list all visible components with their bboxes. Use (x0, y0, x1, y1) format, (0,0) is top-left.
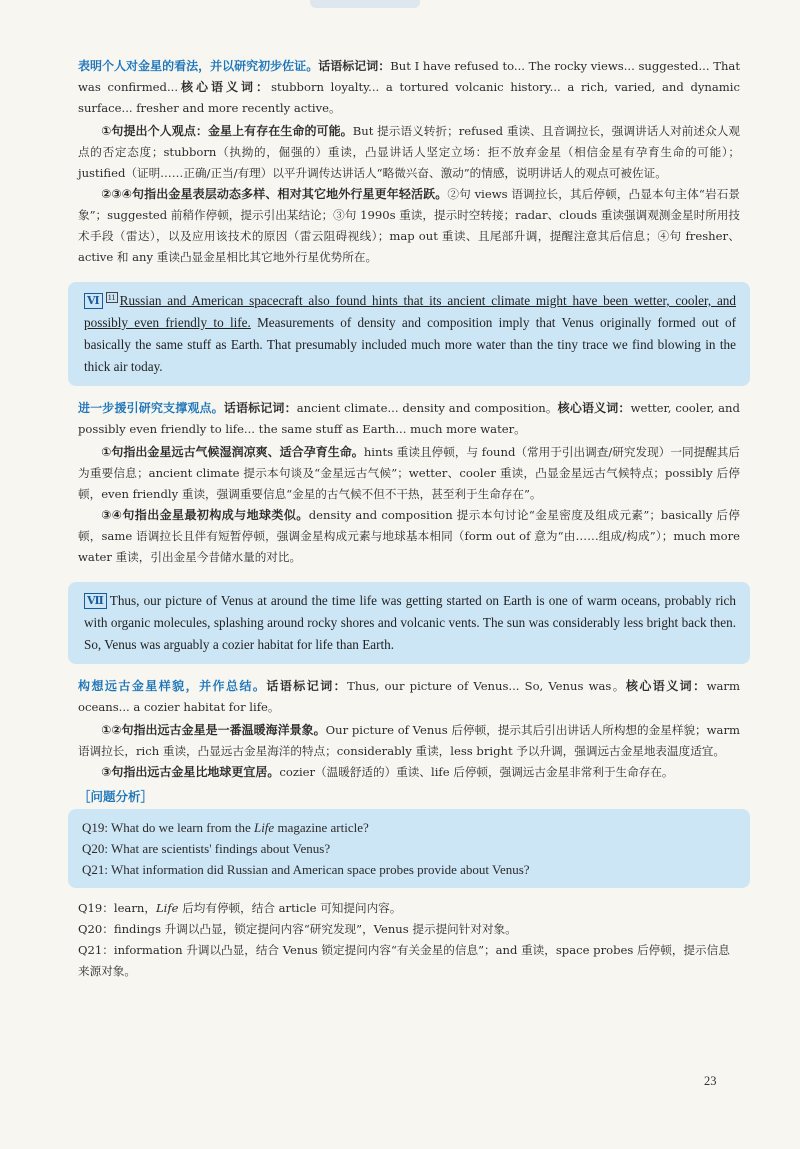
question-row (82, 817, 736, 838)
section-tag-question-analysis: ［问题分析］ (78, 789, 154, 804)
scan-artifact (310, 0, 420, 8)
marker-label: 话语标记词： (266, 679, 348, 693)
question-italic: Life (253, 820, 275, 835)
marker-text: ancient climate... density and composition。 (296, 401, 558, 415)
marker-label: 话语标记词： (318, 59, 391, 73)
question-row (82, 859, 736, 880)
item-lead: ③句指出远古金星比地球更宜居。 (101, 765, 280, 779)
item-lead: ①句提出个人观点：金星上有存在生命的可能。 (101, 124, 353, 138)
item-lead: ①句指出金星远古气候湿润凉爽、适合孕育生命。 (101, 445, 364, 459)
analysis-heading: 构想远古金星样貌，并作总结。 (78, 679, 267, 693)
core-text: warm oceans... a cozier habitat for life。 (78, 679, 740, 714)
transcript-text: Measurements of density and composition imply that Venus originally formed out of basically the same stuff as Earth. That presumably included much more water than the tiny trace we find blowing in the thick air today. (84, 315, 736, 374)
analysis-row-q21 (78, 940, 740, 982)
transcript-box-6 (68, 282, 750, 386)
item-text: hints 重读且停顿，与 found（常用于引出调查/研究发现）一同提醒其后为重要信息；ancient climate 提示本句谈及“金星远古气候”；wetter、cooler 重读，凸显金星远古气候特点；possibly 后停顿，even friendly 重读，强调重要信息“金星的古气候不但不干热，甚至利于生命存在”。 (78, 445, 741, 501)
question-text: What are scientists' findings about Venus? (111, 841, 331, 856)
analysis-number: Q20： (78, 922, 114, 936)
analysis-number: Q21： (78, 943, 114, 957)
marker-label: 话语标记词： (223, 401, 297, 415)
core-label: 核心语义词： (625, 679, 707, 693)
item-lead: ①②句指出远古金星是一番温暖海洋景象。 (101, 723, 326, 737)
analysis-heading: 表明个人对金星的看法，并以研究初步佐证。 (78, 59, 319, 73)
core-text: stubborn loyalty... a tortured volcanic history... a rich, varied, and dynamic surface... fresher and more recently active。 (78, 80, 740, 115)
question-text: What information did Russian and American space probes provide about Venus? (111, 862, 530, 877)
core-text: wetter, cooler, and possibly even friendly to life... the same stuff as Earth... much more water。 (78, 401, 740, 436)
question-number: Q21: (82, 862, 108, 877)
question-row (82, 838, 736, 859)
analysis-item (78, 121, 740, 184)
underlined-sentence: Russian and American spacecraft also found hints that its ancient climate might have been wetter, cooler, and possibly even friendly to life. (84, 293, 736, 330)
question-number: Q20: (82, 841, 108, 856)
analysis-item (78, 762, 740, 783)
analysis-row-q20 (78, 919, 740, 940)
analysis-text: learn， (113, 901, 156, 915)
analysis-text-tail: 后均有停顿，结合 article 可知提问内容。 (178, 901, 402, 915)
item-lead: ②③④句指出金星表层动态多样、相对其它地外行星更年轻活跃。 (101, 187, 448, 201)
question-marker: 11 (106, 292, 118, 303)
item-text: cozier（温暖舒适的）重读、life 后停顿，强调远古金星非常利于生命存在。 (279, 765, 674, 779)
question-text-tail: magazine article? (274, 820, 369, 835)
paragraph-number-badge: Ⅶ (84, 593, 107, 609)
paragraph-analysis-2 (78, 398, 740, 440)
transcript-text: Thus, our picture of Venus at around the time life was getting started on Earth is one of warm oceans, probably rich with organic molecules, splashing around rocky shores and volcanic vents. The sun was considerably less bright back then. So, Venus was arguably a cozier habitat for life than Earth. (84, 593, 736, 652)
item-text: ②句 views 语调拉长，其后停顿，凸显本句主体“岩石景象”；suggested 前稍作停顿，提示引出某结论；③句 1990s 重读，提示时空转接；radar、clouds 重读强调观测金星时所用技术手段（雷达），以及应用该技术的原因（雷云阻碍视线）；map out 重读、且尾部升调，提醒注意其后信息；④句 fresher、active 和 any 重读凸显金星相比其它地外行星优势所在。 (78, 187, 741, 264)
item-text: density and composition 提示本句讨论“金星密度及组成元素”；basically 后停顿，same 语调拉长且伴有短暂停顿，强调金星构成元素与地球基本相同（form out of 意为“由……组成/构成”）；much more water 重读，引出金星今昔储水量的对比。 (78, 508, 740, 564)
page-number: 23 (704, 1074, 717, 1088)
core-label: 核心语义词： (557, 401, 631, 415)
questions-box (68, 809, 750, 888)
core-label: 核心语义词： (178, 80, 272, 94)
analysis-text: findings 升调以凸显，锁定提问内容“研究发现”，Venus 提示提问针对对象。 (113, 922, 517, 936)
paragraph-analysis-3 (78, 676, 740, 718)
marker-text: Thus, our picture of Venus... So, Venus was。 (347, 679, 626, 693)
paragraph-number-badge: Ⅵ (84, 293, 103, 309)
analysis-item (78, 505, 740, 568)
analysis-item (78, 184, 740, 268)
analysis-number: Q19： (78, 901, 114, 915)
item-lead: ③④句指出金星最初构成与地球类似。 (101, 508, 309, 522)
analysis-item (78, 720, 740, 762)
analysis-italic: Life (155, 901, 179, 915)
item-text: But 提示语义转折；refused 重读、且音调拉长，强调讲话人对前述众人观点的否定态度；stubborn（执拗的，倔强的）重读，凸显讲话人坚定立场：拒不放弃金星（相信金星有孕育生命的可能）；justified（证明……正确/正当/有理）以平升调传达讲话人“略微兴奋、激动”的情感，说明讲话人的观点可被佐证。 (78, 124, 740, 180)
main-content (78, 56, 740, 982)
analysis-text: information 升调以凸显，结合 Venus 锁定提问内容“有关金星的信息”；and 重读，space probes 后停顿，提示信息来源对象。 (78, 943, 730, 978)
marker-text: But I have refused to... The rocky views... suggested... That was confirmed... (78, 59, 740, 94)
question-text: What do we learn from the (111, 820, 254, 835)
analysis-heading: 进一步援引研究支撑观点。 (78, 401, 224, 415)
analysis-row-q19 (78, 898, 740, 919)
paragraph-analysis-1 (78, 56, 740, 119)
analysis-item (78, 442, 740, 505)
question-number: Q19: (82, 820, 108, 835)
transcript-box-7 (68, 582, 750, 664)
item-text: Our picture of Venus 后停顿，提示其后引出讲话人所构想的金星样貌；warm 语调拉长，rich 重读，凸显远古金星海洋的特点；considerably 重读，less bright 予以升调，强调远古金星地表温度适宜。 (78, 723, 741, 758)
